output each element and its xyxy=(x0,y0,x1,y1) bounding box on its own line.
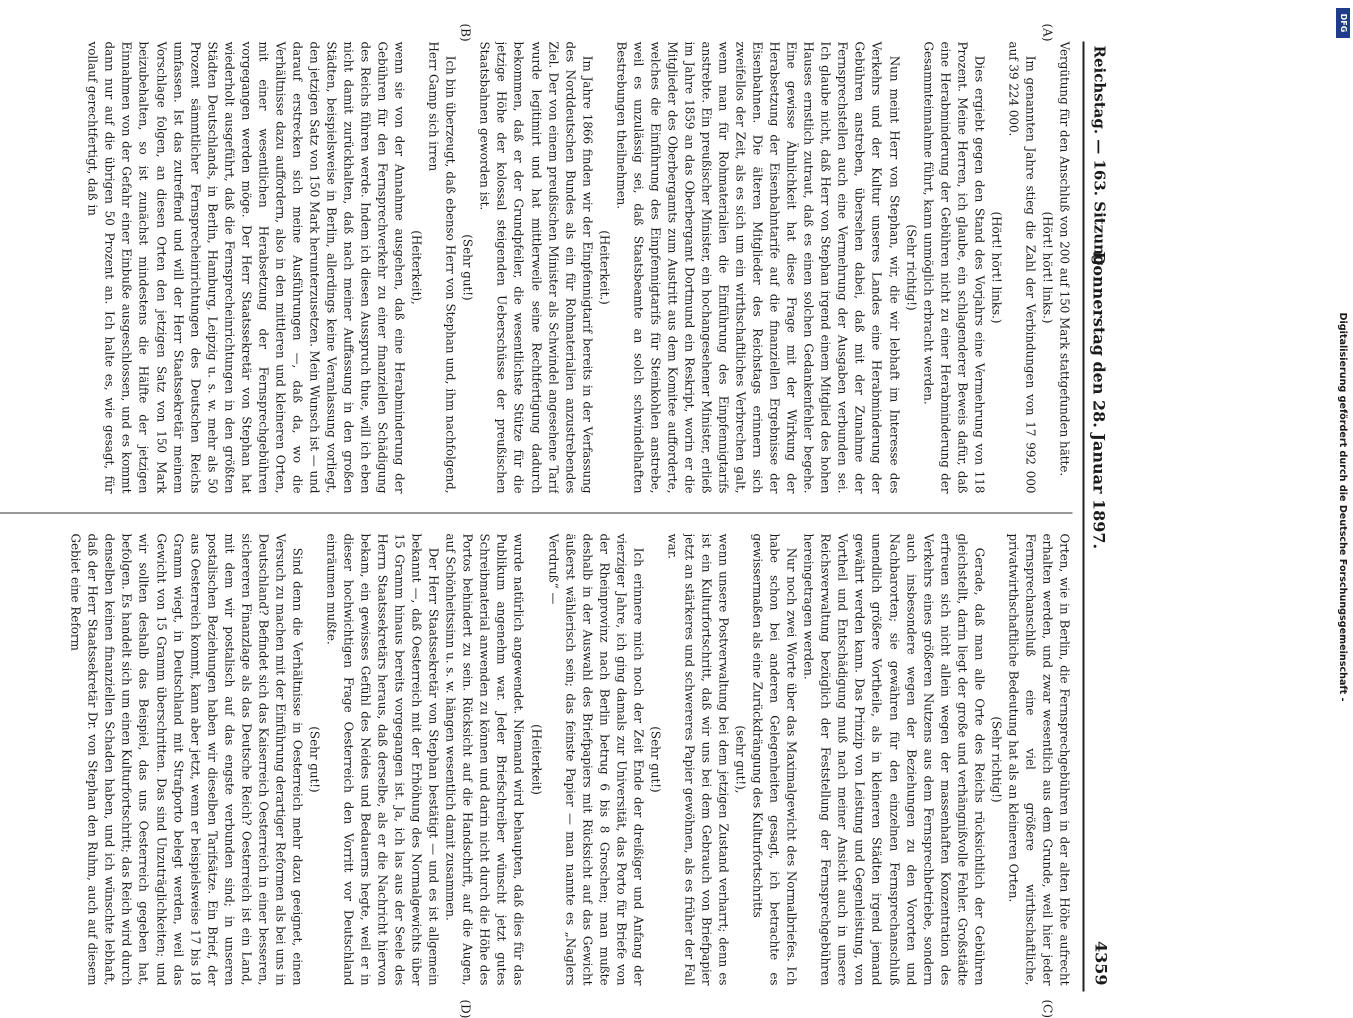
paragraph: wurde natürlich angewendet. Niemand wird behaupten, daß dies für das Publikum angenehm war. Jeder Briefschreiber wünscht jetzt gutes Schreibmaterial anwenden zu können und darin nicht durch die Höhe des Portos behindert zu sein. Rücksicht auf die Handschrift, auf die Augen, auf Schönheitssinn u. s. w. hängen wesentlich damit zusammen. xyxy=(442,534,527,986)
interjection: (Hört! hört! links.) xyxy=(987,42,1004,494)
interjection: (Heiterkeit) xyxy=(527,534,544,986)
credit-text: Digitalisierung gefördert durch die Deutsche Forschungsgemeinschaft - xyxy=(1334,22,1348,992)
interjection: (Sehr richtig!) xyxy=(987,534,1004,986)
marker-d: (D) xyxy=(459,1000,473,1018)
interjection: (Sehr richtig!) xyxy=(902,42,919,494)
column-right xyxy=(0,534,1073,986)
paragraph: Im genannten Jahre stieg die Zahl der Verbindungen von 17 992 000 auf 39 224 000. xyxy=(1004,42,1038,494)
interjection: (Sehr gut!) xyxy=(305,534,322,986)
paragraph: Orten, wie in Berlin, die Fernsprechgebühren in der alten Höhe aufrecht erhalten werden, und zwar wesentlich aus dem Grunde, weil hier jeder Fernsprechanschluß eine viel größere wirthschaftliche, privatwirthschaftliche Bedeutung hat als an kleineren Orten. xyxy=(1004,534,1072,986)
marker-b: (B) xyxy=(459,24,473,42)
paragraph: Gerade, daß man alle Orte des Reichs rücksichtlich der Gebühren gleichstellt, darin liegt der große und verhängnißvolle Fehler. Großstädte erfreuen sich nicht allein wegen der massenhaften Konzentration des Verkehrs eines größeren Nutzens aus dem Fernsprechbetriebe, sondern auch insbesondere wegen der Beziehungen zu den Vororten und Nachbarorten; sie gewähren für den einzelnen Fernsprechanschluß unendlich größere Vortheile, als in kleineren Städten irgend jemand gewährt werden kann. Das Prinzip von Leistung und Gegenleistung, von Vortheil und Entschädigung muß nach meiner Ansicht auch in unsere Reichsverwaltung bezüglich der Feststellung der Fernsprechgebühren hereingetragen werden. xyxy=(800,534,988,986)
paragraph: Sind denn die Verhältnisse in Oesterreich mehr dazu geeignet, einen Versuch zu machen mit der Einführung derartiger Reformen als bei uns in Deutschland? Befindet sich das Kaiserreich Oesterreich in einer besseren, sichereren Finanzlage als das Deutsche Reich? Oesterreich ist ein Land, mit dem wir postalisch auf das engste verbunden sind; in unseren postalischen Beziehungen haben wir dieselben Tarifsätze. Ein Brief, der aus Oesterreich kommt, kann aber jetzt, wenn er beispielsweise 17 bis 18 Gramm wiegt, in Deutschland mit Strafporto belegt werden, weil das Gewicht von 15 Gramm überschritten. Das sind Unzuträglichkeiten; und wir sollten deshalb das Beispiel, das uns Oesterreich gegeben hat, befolgen. Es handelt sich um einen Kulturfortschritt; das Reich wird durch denselben keinen finanziellen Schaden haben, und ich wünschte lebhaft, daß der Herr Staatssekretär Dr. von Stephan den Ruhm, auch auf diesem Gebiet eine Reform xyxy=(67,534,306,986)
paragraph: Der Herr Staatssekretär von Stephan bestätigt — und es ist allgemein bekannt —, daß Oesterreich mit der Erhöhung des Normalgewichts über 15 Gramm hinaus bereits vorgegangen ist. Ja, ich las aus der Seele des Herrn Staatssekretärs heraus, daß derselbe, als er die Nachricht hiervon bekam, ein gewisses Gefühl des Neides und Bedauerns hegte, weil er in dieser hochwichtigen Frage Oesterreich den Vorritt vor Deutschland einräumen mußte. xyxy=(322,534,441,986)
interjection: (sehr gut!), xyxy=(732,534,749,986)
header-rule xyxy=(1083,42,1085,992)
page-header xyxy=(1085,42,1115,992)
interjection: (Hört! hört! links.) xyxy=(1038,42,1055,494)
interjection: (Heiterkeit), xyxy=(408,42,425,494)
paragraph: Nun meint Herr von Stephan, wir, die wir lebhaft im Interesse des Verkehrs und der Kultur unseres Landes eine Herabminderung der Gebühren anstreben, übersehen dabei, daß mit der Zunahme der Fernsprechstellen auch eine Vermehrung der Ausgaben verbunden sei. Ich glaube nicht, daß Herr von Stephan irgend einem Mitglied des hohen Hauses ernstlich zutraut, daß es einen solchen Gedankenfehler begehe. Eine gewisse Ähnlichkeit hat diese Frage mit der Wirkung der Herabsetzung der Eisenbahntarife auf die finanziellen Ergebnisse der Eisenbahnen. Die älteren Mitglieder des Reichstags erinnern sich zweifellos der Zeit, als es sich um ein wirthschaftliches Verbrechen galt, wenn man für Rohmaterialien die Einführung des Einpfennigtarifs anstrebte. Ein preußischer Minister, ein hochangesehener Minister, erließ im Jahre 1859 an das Oberbergamt Dortmund ein Reskript, worin er die Mitglieder des Oberbergamts zum Austritt aus dem Komitee aufforderte, welches die Einführung des Einpfennigtarifs für Steinkohlen anstrebe, weil es unzulässig sei, daß Staatsbeamte an solch schwindelhaften Bestrebungen theilnehmen. xyxy=(612,42,902,494)
interjection: (Sehr gut!) xyxy=(459,42,476,494)
digitization-credit xyxy=(1334,8,1348,993)
page-number: 4359 xyxy=(1092,941,1111,986)
header-left: Reichstag. — 163. Sitzung. xyxy=(1091,46,1109,271)
rotated-sheet xyxy=(0,42,1133,992)
paragraph: Nur noch zwei Worte über das Maximalgewicht des Normalbriefes. Ich habe schon bei anderen Gelegenheiten gesagt, ich betrachte es gewissermaßen als eine Zurückdrängung des Kulturfortschritts xyxy=(749,534,800,986)
paragraph: Im Jahre 1866 finden wir der Einpfennigtarif bereits in der Verfassung des Norddeutschen Bundes als ein für Rohmaterialien anzustrebendes Ziel. Der von einem preußischen Minister als Schwindel angesehene Tarif wurde legitimirt und hat mittlerweile seine Rechtfertigung dadurch bekommen, daß er der Grundpfeiler, die wesentlichste Stütze für die jetzige Höhe der kolossal steigenden Ueberschüsse der preußischen Staatsbahnen geworden ist. xyxy=(476,42,595,494)
paragraph: Vergütung für den Anschluß von 200 auf 150 Mark stattgefunden hätte. xyxy=(1055,42,1072,494)
column-divider xyxy=(0,513,1073,514)
marker-a: (A) xyxy=(1041,24,1055,42)
paragraph: Ich bin überzeugt, daß ebenso Herr von Stephan und, ihm nachfolgend, Herr Gamp sich irren xyxy=(425,42,459,494)
marker-c: (C) xyxy=(1041,1000,1055,1018)
interjection: (Sehr gut!) xyxy=(646,534,663,986)
column-left xyxy=(0,42,1073,494)
paragraph: Ich erinnere mich noch der Zeit Ende der dreißiger und Anfang der vierziger Jahre, ich ging damals zur Universität, das Porto für Briefe von der Rheinprovinz nach Berlin betrug 6 bis 8 Groschen; man mußte deshalb in der Auswahl des Briefpapiers mit Rücksicht auf das Gewicht äußerst wählerisch sein; das feinste Papier — man nannte es „Naglers Verdruß“ — xyxy=(544,534,646,986)
paragraph: Dies ergiebt gegen den Stand des Vorjahrs eine Vermehrung von 118 Prozent. Meine Herren, ich glaube, ein schlagenderer Beweis dafür, daß eine Herabminderung der Gebühren nicht zu einer Herabminderung der Gesammteinnahme führt, kann unmöglich erbracht werden. xyxy=(919,42,987,494)
paragraph: wenn sie von der Annahme ausgehen, daß eine Herabminderung der Gebühren für den Fernsprechverkehr zu einer finanziellen Schädigung des Reichs führen werde. Indem ich diesen Ausspruch thue, will ich eben nicht damit zurückhalten, daß nach meiner Auffassung in den großen Städten, beispielsweise in Berlin, allerdings keine Veranlassung vorliegt, den jetzigen Satz von 150 Mark herunterzusetzen. Mein Wunsch ist — und darauf erstrecken sich meine Ausführungen —, daß da, wo die Verhältnisse dazu auffordern, also in den mittleren und kleineren Orten, mit einer wesentlichen Herabsetzung der Fernsprechgebühren vorgegangen werden möge. Der Herr Staatssekretär von Stephan hat wiederholt ausgeführt, daß die Fernsprecheinrichtungen in den größten Städten Deutschlands, in Berlin, Hamburg, Leipzig u. s. w. mehr als 50 Prozent sämmtlicher Fernsprecheinrichtungen des Deutschen Reichs umfassen. Ist das zutreffend und will der Herr Staatssekretär meinem Vorschlage folgen, an diesen Orten den jetzigen Satz von 150 Mark beizubehalten, so ist zunächst mindestens die Hälfte der jetzigen Einnahmen von der Gefahr einer Einbuße ausgeschlossen, und es kommt dann nur auf die übrigen 50 Prozent an. Ich halte es, wie gesagt, für vollauf gerechtfertigt, daß in xyxy=(84,42,408,494)
paragraph: wenn unsere Postverwaltung bei dem jetzigen Zustand verharrt; denn es ist ein Kulturfortschritt, daß wir uns bei dem Gebrauch von Briefpapier jetzt an stärkeres und schwereres Papier gewöhnen, als es früher der Fall war. xyxy=(663,534,731,986)
interjection: (Heiterkeit.) xyxy=(595,42,612,494)
dfg-logo xyxy=(1336,8,1350,38)
header-date: Donnerstag den 28. Januar 1897. xyxy=(1090,252,1109,550)
dfg-logo-text: DFG xyxy=(1336,8,1350,38)
